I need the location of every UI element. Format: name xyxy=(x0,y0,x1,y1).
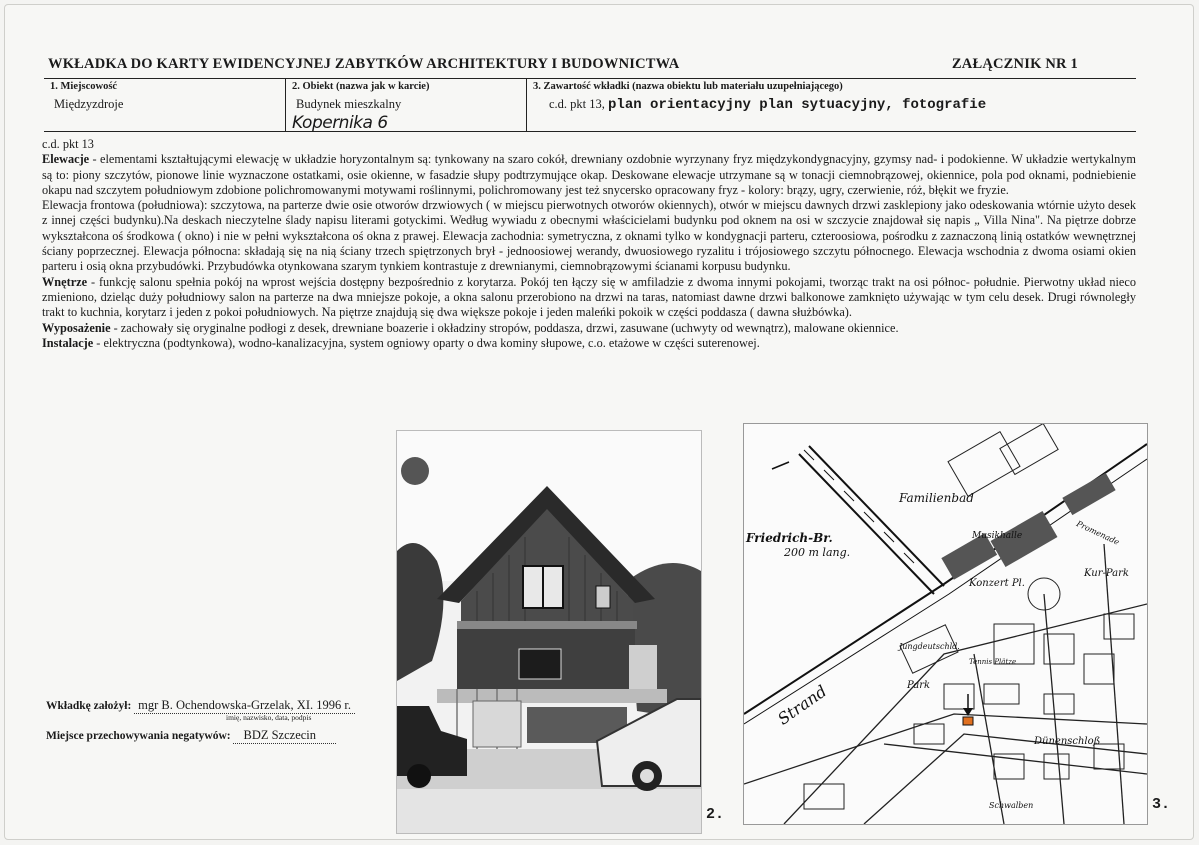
founded-row xyxy=(46,698,355,714)
object-label: 2. Obiekt (nazwa jak w karcie) xyxy=(292,81,430,92)
contents-cell xyxy=(527,79,1134,131)
contents-value xyxy=(549,97,986,113)
storage-label: Miejsce przechowywania negatywów: xyxy=(46,730,231,742)
map-label-familienbad: Familienbad xyxy=(899,491,974,505)
storage-row xyxy=(46,728,336,744)
attachment-number: ZAŁĄCZNIK NR 1 xyxy=(951,56,1078,72)
contents-typed: plan orientacyjny plan sytuacyjny, fotografie xyxy=(608,97,987,113)
frontowa-paragraph: Elewacja frontowa (południowa): szczytowa, na parterze dwie osie otworów drzwiowych ( w miejscu pierwotnych otworów okiennych), otwór w miejscu dawnych drzwi zasklepiony jako odeskowania wtórnie użyto desek z innej części budynku).Na deskach nieczytelne ślady napisu literami gotyckimi. Według wywiadu z obecnymi właścicielami budynku pod oknem na osi w szczycie znajdował się napis „ Villa Nina". Na piętrze dobrze wykształcona oś środkowa ( okno) i nie w pełni wykształcona oś okna z prawej. Elewacja zachodnia: symetryczna, z oknami tylko w kondygnacji parteru, czteroosiowa, pośrodku z zaznaczoną linią ostatków wewnętrznej ściany poprzecznej. Elewacja północna: składają się na nią ściany trzech spiętrzonych brył - jednoosiowej werandy, dwuosiowego ryzalitu i trójosiowego szczytu północnego. Elewacja wschodnia z dwoma osiami okien parteru i osią okna przybudówki. Przybudówka otynkowana szarym tynkiem kontrastuje z drewnianymi, ciemnobrązowymi ścianami korpusu budynku. xyxy=(42,198,1136,274)
map-label-kurpark: Kur-Park xyxy=(1084,568,1129,579)
contents-prefix: c.d. pkt 13, xyxy=(549,97,605,111)
situation-map xyxy=(743,423,1148,825)
description-text xyxy=(42,137,1136,351)
object-handwritten: Kopernika 6 xyxy=(292,113,388,133)
photo-number: 2. xyxy=(706,806,725,823)
founded-value: mgr B. Ochendowska-Grzelak, XI. 1996 r. xyxy=(134,698,355,714)
map-label-park: Park xyxy=(907,680,931,691)
map-label-duenenschloss: Dünenschloß xyxy=(1034,736,1101,747)
map-label-tennis: Tennis Plätze xyxy=(969,658,1017,666)
instalacje-text: - elektryczna (podtynkowa), wodno-kanalizacyjna, system ogniowy oparty o dwa kominy słupowe, c.o. etażowe w części suterenowej. xyxy=(93,335,760,350)
founded-label: Wkładkę założył: xyxy=(46,700,132,712)
map-label-strand: Strand xyxy=(774,681,831,729)
wyposazenie-text: - zachowały się oryginalne podłogi z desek, drewniane boazerie i okładziny stropów, poddasza, drzwi, zasuwane (uchwyty od wewnątrz), malowane okiennice. xyxy=(110,320,899,335)
map-drawing xyxy=(744,424,1147,824)
founded-note: imię, nazwisko, data, podpis xyxy=(226,713,312,722)
header-table xyxy=(44,78,1136,132)
map-number: 3. xyxy=(1152,796,1171,813)
elewacje-paragraph xyxy=(42,152,1136,198)
object-cell xyxy=(286,79,527,131)
elewacje-heading: Elewacje xyxy=(42,152,90,167)
map-label-length: 200 m lang. xyxy=(784,546,851,559)
wnetrze-text: - funkcję salonu spełnia pokój na wprost wejścia dostępny bezpośrednio z korytarza. Pokój ten łączy się w amfiladzie z dwoma innymi pokojami, tworząc trakt na osi północ- południe. Pierwotny układ nieco zmieniono, dzieląc duży południowy salon na parterze na dwa mniejsze pokoje, a okna salonu przerobiono na drzwi na taras, natomiast dawne drzwi balkonowe zamknięto używając w tym celu desek. Drugi równoległy trakt to kuchnia, korytarz i jeden z pokoi południowych. Na piętrze znajdują się dwa większe pokoje i jeden maleńki pokoik w części poddasza ( dawna służbówka). xyxy=(42,274,1136,320)
map-label-schwalbe: Schwalben xyxy=(989,801,1034,810)
location-cell xyxy=(44,79,286,131)
document-title: WKŁADKA DO KARTY EWIDENCYJNEJ ZABYTKÓW ARCHITEKTURY I BUDOWNICTWA xyxy=(48,56,680,72)
map-label-promenade: Promenade xyxy=(1075,519,1121,547)
elewacje-text: - elementami kształtującymi elewację w układzie horyzontalnym są: tynkowany na szaro cokół, drewniany ozdobnie wyrzynany fryz międzykondygnacyjny, gzymsy nad- i podokienne. W układzie wertykalnym są to: piony szczytów, pionowe linie wyznaczone ostatkami, osie okienne, w fasadzie słupy podtrzymujące okap. Deskowane elewacje utrzymane są w tonacji ciemnobrązowej, okiennice, pola pod oknami, podniebienie okapu nad szczytem południowym zdobione polichromowanymi motywami roślinnymi, polichromowany jest też snycersko opracowany fryz - kolory: brązy, ugry, czerwienie, róż, błękit we fryzie. xyxy=(42,152,1136,197)
location-value: Międzyzdroje xyxy=(54,97,124,111)
map-label-konzert: Konzert Pl. xyxy=(969,578,1025,589)
house-photo xyxy=(396,430,702,834)
wnetrze-paragraph xyxy=(42,275,1136,321)
map-label-musikhalle: Musikhalle xyxy=(972,531,1023,541)
location-label: 1. Miejscowość xyxy=(50,81,118,92)
wyposazenie-heading: Wyposażenie xyxy=(42,320,111,335)
map-label-friedrich: Friedrich-Br. xyxy=(746,531,833,545)
object-value: Budynek mieszkalny xyxy=(296,97,402,111)
instalacje-paragraph xyxy=(42,336,1136,351)
intro-line: c.d. pkt 13 xyxy=(42,137,94,151)
map-label-jungdeutsch: Jungdeutschld. xyxy=(899,642,960,651)
storage-value: BDZ Szczecin xyxy=(233,728,336,744)
contents-label: 3. Zawartość wkładki (nazwa obiektu lub materiału uzupełniającego) xyxy=(533,81,843,92)
house-photo-drawing xyxy=(397,431,701,833)
wnetrze-heading: Wnętrze xyxy=(42,274,88,289)
wyposazenie-paragraph xyxy=(42,321,1136,336)
instalacje-heading: Instalacje xyxy=(42,335,94,350)
